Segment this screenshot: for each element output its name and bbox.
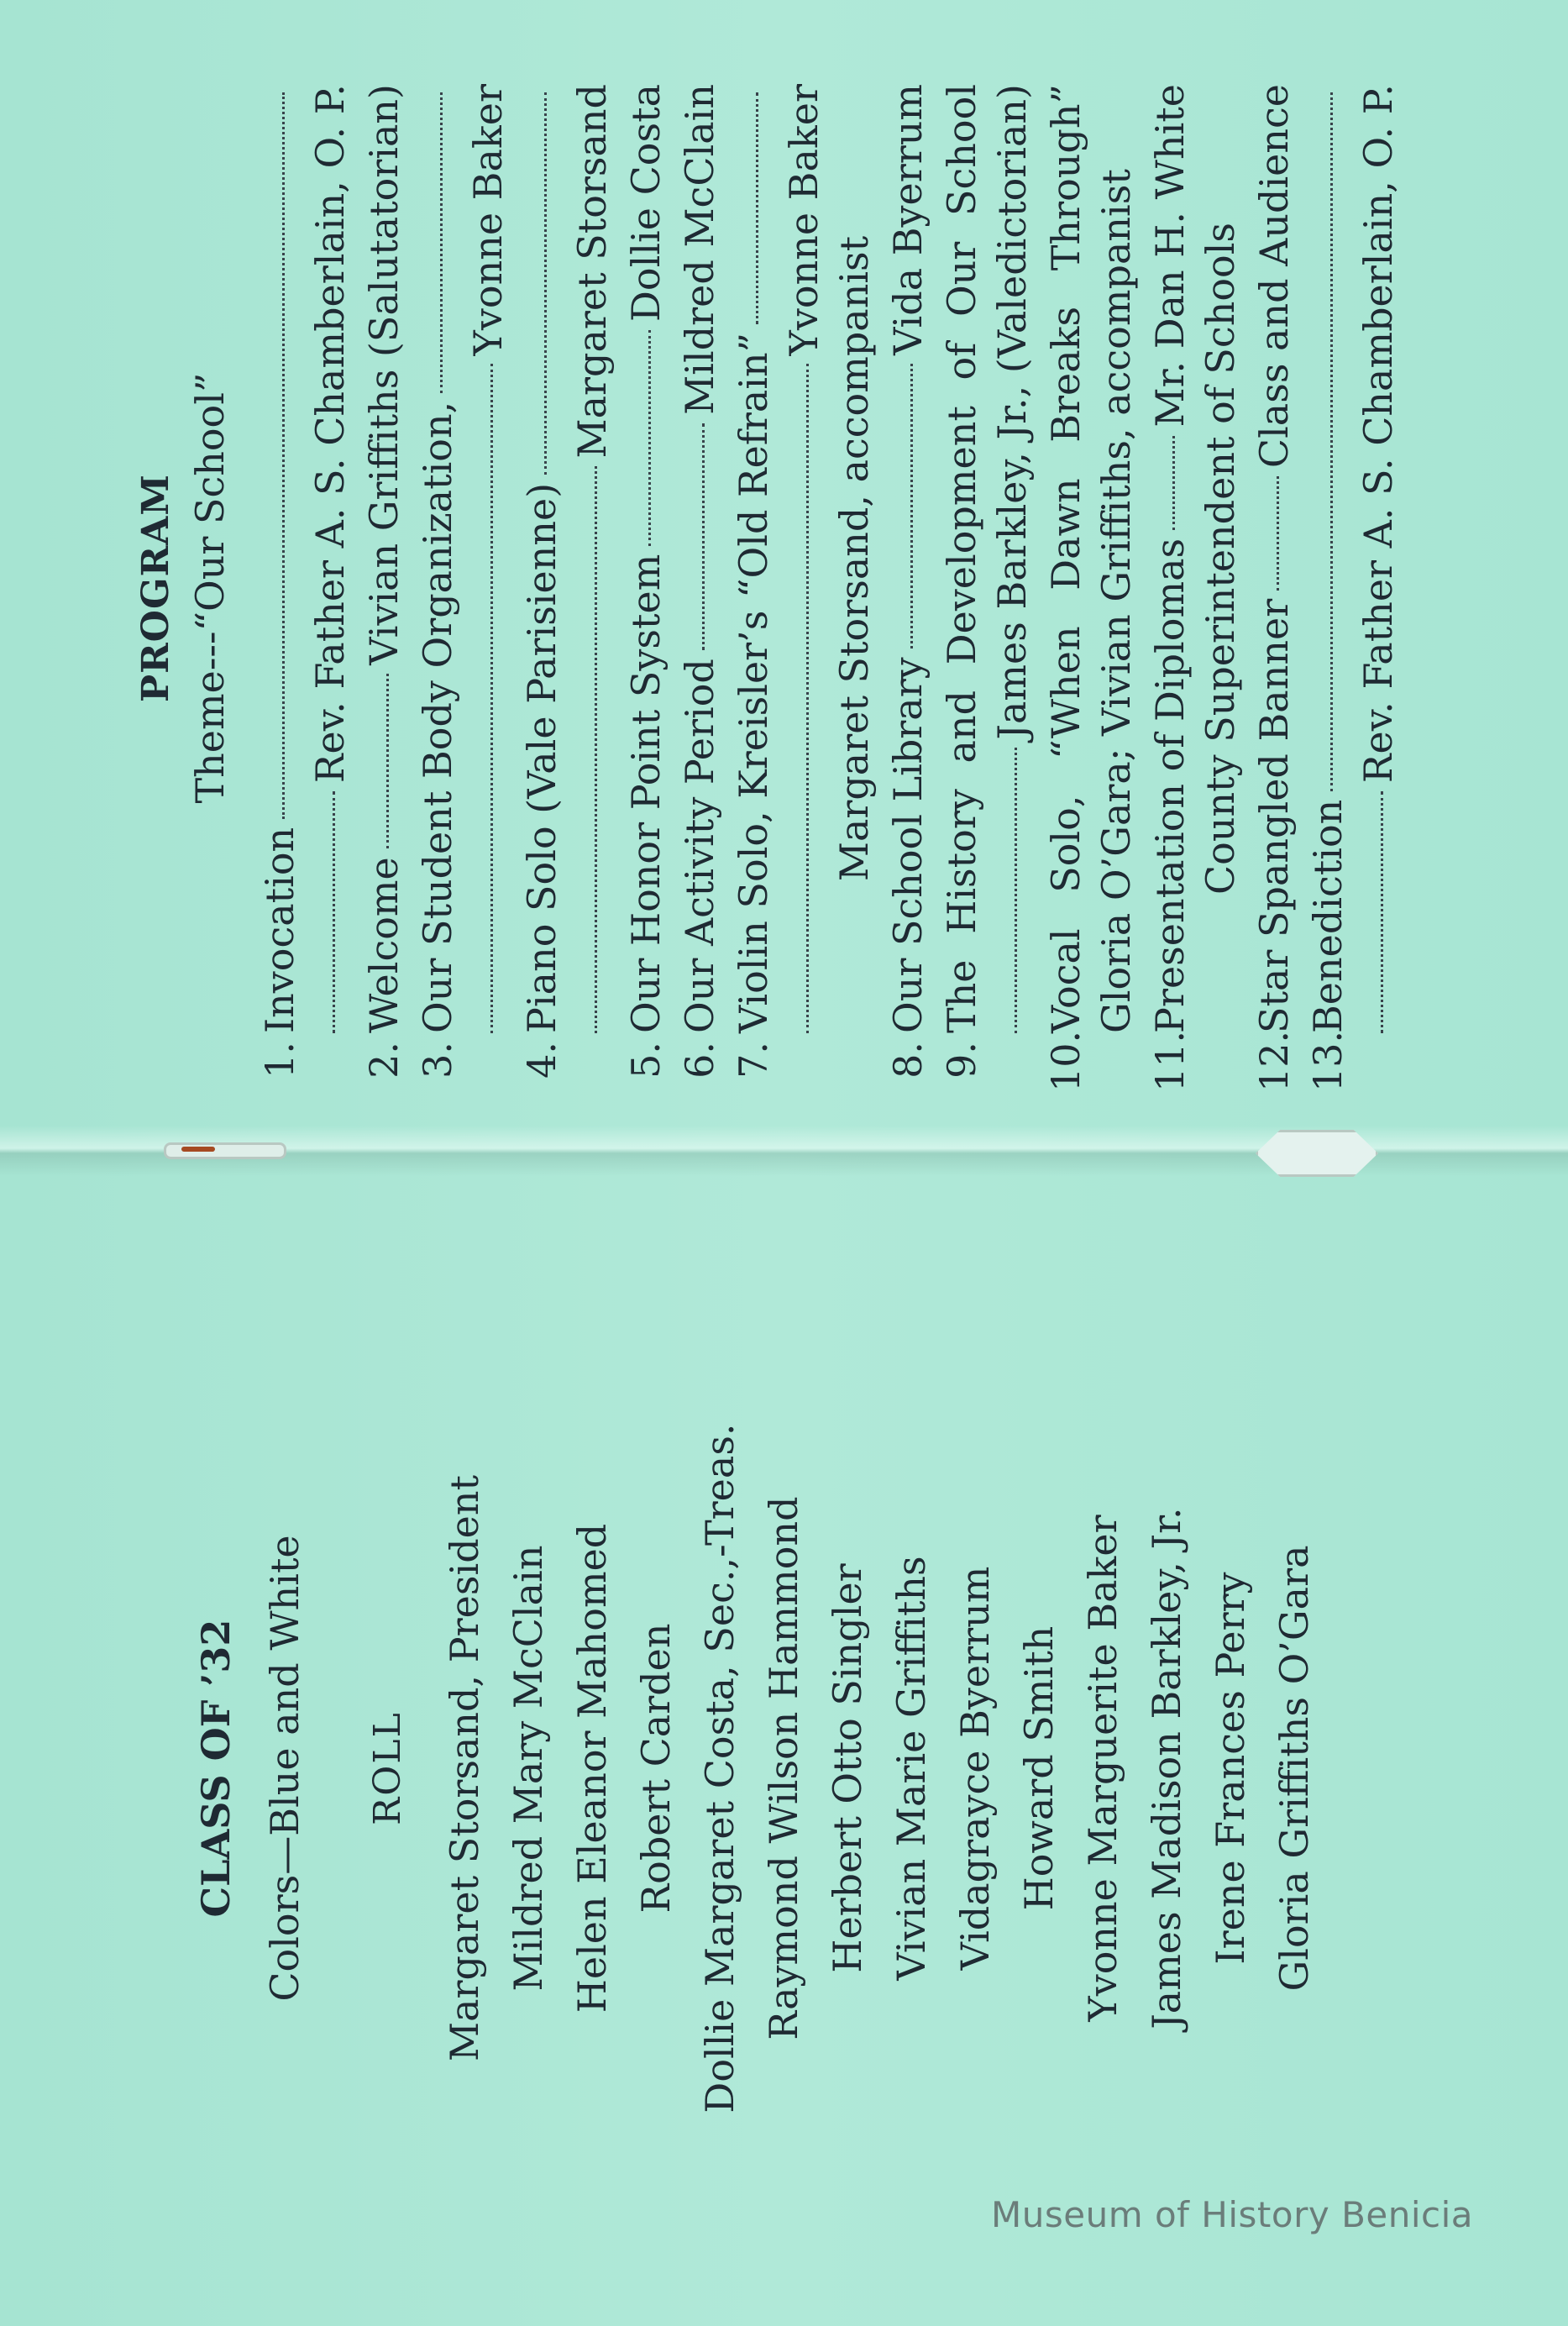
- program-item-title: Our School Library: [885, 657, 931, 1033]
- staple-left: [164, 1142, 286, 1159]
- program-item-note: Margaret Storsand, accompanist: [831, 235, 877, 882]
- program-item-number: 3.: [415, 1042, 460, 1079]
- dot-leader: [1330, 92, 1333, 791]
- program-item-title: Star Spangled Banner: [1251, 598, 1297, 1033]
- program-item-performer: Dollie Costa: [623, 84, 669, 322]
- roll-list: [433, 1285, 1326, 2251]
- program-item-title: Our Activity Period: [677, 659, 722, 1033]
- program-item-number: 1.: [257, 1042, 302, 1079]
- roll-item: Vidagrayce Byerrum: [952, 1566, 998, 1971]
- program-item-performer: Vivian Griffiths (Salutatorian): [361, 84, 406, 665]
- program-item-10: [1041, 84, 1141, 1092]
- dot-leader: [1277, 476, 1279, 591]
- program-item-performer: Class and Audience: [1251, 84, 1297, 469]
- program-item-title: Violin Solo, Kreisler’s “Old Refrain”: [731, 332, 776, 1033]
- program-item-13: [1303, 84, 1403, 1092]
- roll-item: Yvonne Marguerite Baker: [1080, 1515, 1125, 2022]
- dot-leader: [440, 92, 443, 393]
- program-item-performer: Mildred McClain: [677, 84, 722, 415]
- roll-item: Irene Frances Perry: [1208, 1572, 1253, 1965]
- program-item-title: Invocation: [257, 827, 302, 1033]
- program-item-6: [674, 84, 725, 1092]
- dot-leader: [333, 791, 335, 1033]
- program-item-2: [359, 84, 409, 1092]
- program-panel: [134, 84, 1445, 1092]
- program-item-1: [254, 84, 355, 1092]
- program-theme: Theme---“Our School”: [187, 372, 233, 804]
- roll-item: Gloria Griffiths O’Gara: [1272, 1545, 1317, 1992]
- program-item-performer: Rev. Father A. S. Chamberlain, O. P.: [307, 84, 353, 784]
- program-item-title: Presentation of Diplomas: [1147, 538, 1193, 1033]
- roll-item: James Madison Barkley, Jr.: [1144, 1507, 1189, 2029]
- program-item-performer: Mr. Dan H. White: [1147, 84, 1193, 428]
- roll-item: Robert Carden: [633, 1623, 679, 1914]
- program-item-note: County Superintendent of Schools: [1198, 222, 1243, 895]
- program-item-number: 13.: [1305, 1030, 1350, 1092]
- roll-item: Margaret Storsand, President: [442, 1475, 487, 2061]
- program-item-number: 8.: [885, 1042, 931, 1079]
- program-item-title: The History and Development of Our School: [939, 84, 984, 1033]
- class-title: CLASS OF ’32: [193, 1619, 239, 1918]
- program-item-performer: Margaret Storsand: [569, 84, 615, 459]
- roll-item: Raymond Wilson Hammond: [761, 1496, 806, 2040]
- program-item-number: 4.: [519, 1042, 564, 1079]
- program-item-number: 2.: [361, 1042, 406, 1079]
- program-item-number: 11.: [1147, 1030, 1193, 1092]
- program-heading: PROGRAM: [134, 474, 177, 702]
- dot-leader: [648, 330, 651, 546]
- dot-leader: [386, 674, 389, 849]
- program-item-3: [412, 84, 513, 1092]
- museum-watermark: Museum of History Benicia: [991, 2194, 1474, 2235]
- program-item-title: Benediction: [1305, 799, 1350, 1033]
- program-item-11: [1145, 84, 1245, 1092]
- roll-item: Herbert Otto Singler: [825, 1563, 870, 1973]
- program-item-performer: Yvonne Baker: [781, 84, 826, 356]
- program-item-title: Piano Solo (Vale Parisienne): [519, 482, 564, 1033]
- program-item-performer: James Barkley, Jr., (Valedictorian): [989, 84, 1035, 740]
- program-item-title: Our Student Body Organization,: [415, 401, 460, 1033]
- program-item-title: Our Honor Point System: [623, 554, 669, 1033]
- program-item-performer: Rev. Father A. S. Chamberlain, O. P.: [1356, 84, 1401, 784]
- program-item-number: 6.: [677, 1042, 722, 1079]
- program-item-5: [621, 84, 671, 1092]
- program-item-title: Vocal Solo, “When Dawn Breaks Through”: [1043, 84, 1088, 1033]
- dot-leader: [702, 423, 705, 650]
- program-item-performer: Yvonne Baker: [465, 84, 511, 356]
- program-item-number: 5.: [623, 1042, 669, 1079]
- program-item-7: [728, 84, 879, 1092]
- program-item-number: 12.: [1251, 1030, 1297, 1092]
- roll-item: Vivian Marie Griffiths: [889, 1556, 934, 1981]
- dot-leader: [282, 92, 285, 819]
- class-colors: Colors—Blue and White: [262, 1535, 307, 2002]
- dot-leader: [756, 92, 758, 324]
- dot-leader: [544, 92, 547, 475]
- program-item-note: Gloria O’Gara; Vivian Griffiths, accompanist: [1093, 169, 1139, 1033]
- dot-leader: [595, 467, 597, 1034]
- roll-item: Mildred Mary McClain: [506, 1545, 551, 1992]
- program-item-12: [1249, 84, 1299, 1092]
- dot-leader: [1172, 436, 1175, 530]
- dot-leader: [490, 364, 493, 1033]
- roll-item: Helen Eleanor Mahomed: [569, 1523, 615, 2014]
- program-list: [254, 84, 1403, 1092]
- program-item-number: 9.: [939, 1042, 984, 1079]
- program-item-4: [517, 84, 617, 1092]
- program-item-title: Welcome: [361, 857, 406, 1033]
- roll-item: Dollie Margaret Costa, Sec.,-Treas.: [697, 1423, 742, 2113]
- staple-right: [1256, 1130, 1378, 1177]
- program-item-number: 7.: [731, 1042, 776, 1079]
- dot-leader: [1015, 748, 1017, 1033]
- program-item-9: [936, 84, 1037, 1092]
- roll-item: Howard Smith: [1016, 1625, 1062, 1911]
- program-item-number: 10.: [1043, 1030, 1088, 1092]
- dot-leader: [1381, 791, 1383, 1033]
- program-item-performer: Vida Byerrum: [885, 84, 931, 355]
- roll-heading: ROLL: [366, 1711, 409, 1825]
- class-panel: [193, 1285, 1419, 2251]
- dot-leader: [910, 364, 913, 648]
- program-item-8: [883, 84, 933, 1092]
- dot-leader: [806, 364, 809, 1033]
